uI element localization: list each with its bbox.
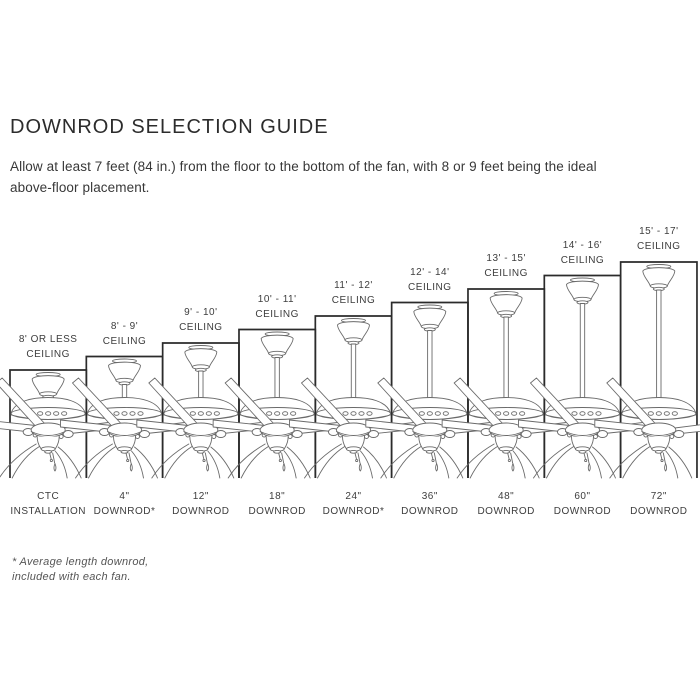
downrod-size: 4" xyxy=(119,491,130,502)
downrod-word: DOWNROD xyxy=(401,506,459,517)
ceiling-word: CEILING xyxy=(255,308,299,320)
footnote-line1: * Average length downrod, xyxy=(12,556,149,568)
ceiling-range: 11' - 12' xyxy=(334,280,373,291)
ceiling-range: 9' - 10' xyxy=(184,307,218,318)
ceiling-range: 13' - 15' xyxy=(486,253,526,264)
downrod-size: CTC xyxy=(37,491,60,502)
ceiling-range: 10' - 11' xyxy=(257,293,297,305)
ceiling-range: 14' - 16' xyxy=(562,239,603,251)
ceiling-fan-illustration-6 xyxy=(442,292,570,479)
ceiling-fan-illustration-7 xyxy=(518,278,646,478)
ceiling-word: CEILING xyxy=(26,349,70,360)
ceiling-fan-illustration-8 xyxy=(595,265,700,479)
downrod-word: DOWNROD xyxy=(553,506,612,517)
page-title: DOWNROD SELECTION GUIDE xyxy=(10,116,329,138)
ceiling-word: CEILING xyxy=(179,322,223,333)
downrod-size: 12" xyxy=(192,491,209,502)
footnote-line2: included with each fan. xyxy=(12,571,131,583)
ceiling-range: 12' - 14' xyxy=(410,266,450,278)
downrod-size: 24" xyxy=(345,491,362,502)
downrod-size: 72" xyxy=(650,491,667,502)
downrod-word: DOWNROD* xyxy=(93,506,156,517)
downrod-word: DOWNROD xyxy=(477,506,535,517)
footnote xyxy=(12,555,149,585)
downrod-word: DOWNROD* xyxy=(322,506,385,517)
ceiling-fan-illustration-1 xyxy=(60,359,188,478)
downrod-word: INSTALLATION xyxy=(10,506,86,517)
downrod-word: DOWNROD xyxy=(248,506,306,517)
downrod-size: 60" xyxy=(574,491,591,502)
ceiling-word: CEILING xyxy=(637,241,681,252)
ceiling-word: CEILING xyxy=(560,254,605,266)
ceiling-range: 15' - 17' xyxy=(639,226,679,237)
page-description-line1: Allow at least 7 feet (84 in.) from the floor to the bottom of the fan, with 8 or 9 feet being the ideal xyxy=(10,159,597,174)
ceiling-range: 8' - 9' xyxy=(110,320,139,332)
ceiling-word: CEILING xyxy=(102,335,147,347)
downrod-size: 48" xyxy=(498,491,515,502)
downrod-word: DOWNROD xyxy=(172,506,230,517)
fan-illustrations xyxy=(0,265,700,479)
ceiling-word: CEILING xyxy=(331,295,376,306)
ceiling-word: CEILING xyxy=(484,268,528,279)
ceiling-word: CEILING xyxy=(408,281,452,293)
page-description-line2: above-floor placement. xyxy=(10,180,150,195)
downrod-size: 36" xyxy=(421,491,438,502)
downrod-word: DOWNROD xyxy=(630,506,688,517)
downrod-size: 18" xyxy=(269,491,286,502)
ceiling-fan-illustration-5 xyxy=(366,305,494,478)
ceiling-range: 8' OR LESS xyxy=(18,334,78,345)
